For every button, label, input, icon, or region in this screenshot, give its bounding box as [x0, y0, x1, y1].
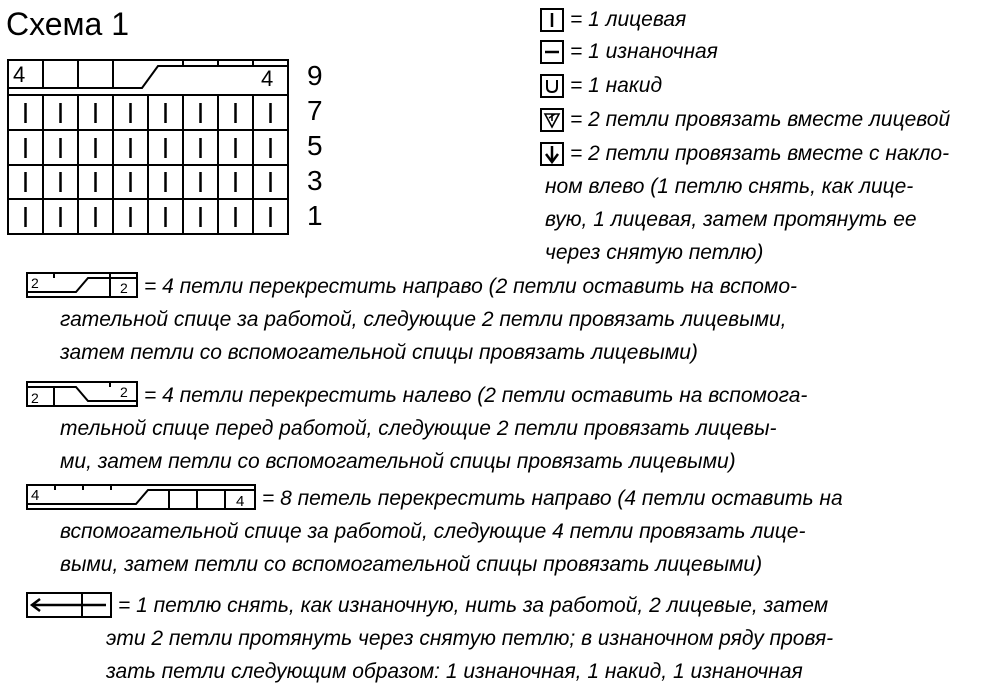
cable-count-left: 4 — [13, 62, 26, 87]
cross-right-4-count-left: 2 — [31, 275, 39, 291]
legend-cross-right-8-line-1: = 8 петель перекрестить направо (4 петли оставить на — [262, 487, 843, 510]
legend-yarn-over — [570, 69, 662, 102]
legend-slip-pass — [106, 589, 834, 688]
cable-count-right: 4 — [261, 66, 274, 91]
legend-slip-pass-line-3: зать петли следующим образом: 1 изнаночная, 1 накид, 1 изнаночная — [106, 660, 803, 683]
cross-right-8-count-right: 4 — [236, 493, 245, 510]
legend-purl — [570, 35, 718, 68]
row-number-7: 7 — [307, 95, 323, 126]
cross-left-4-icon — [26, 381, 138, 407]
row-number-3: 3 — [307, 165, 323, 196]
legend-cross-right-8 — [60, 482, 843, 581]
slip-pass-icon — [26, 592, 112, 618]
scheme-title: Схема 1 — [6, 6, 130, 42]
legend-cross-right-8-line-3: выми, затем петли со вспомогательной спицы провязать лицевыми) — [60, 553, 763, 576]
knitting-chart — [0, 56, 300, 243]
legend-cross-right-4-line-2: гательной спице за работой, следующие 2 петли провязать лицевыми, — [60, 308, 787, 331]
yarn-over-icon — [540, 74, 564, 98]
knit-icon — [540, 8, 564, 32]
legend-cross-left-4-line-3: ми, затем петли со вспомогательной спицы провязать лицевыми) — [60, 450, 736, 473]
legend-slip-pass-line-2: эти 2 петли протянуть через снятую петлю; в изнаночном ряду провя- — [106, 627, 834, 650]
legend-slip-pass-line-1: = 1 петлю снять, как изнаночную, нить за работой, 2 лицевые, затем — [118, 594, 829, 617]
row-number-5: 5 — [307, 130, 323, 161]
legend-skp-line-4: через снятую петлю) — [545, 241, 764, 264]
chart-grid — [8, 60, 288, 234]
legend-skp-line-3: вую, 1 лицевая, затем протянуть ее — [545, 208, 917, 231]
legend-k2tog — [570, 103, 950, 136]
row-number-9: 9 — [307, 60, 323, 91]
legend-cross-left-4 — [60, 379, 808, 478]
legend-cross-right-4-line-3: затем петли со вспомогательной спицы провязать лицевыми) — [60, 341, 698, 364]
cross-left-4-count-right: 2 — [120, 384, 128, 400]
cross-right-8-icon — [26, 484, 256, 510]
purl-icon — [540, 40, 564, 64]
legend-cross-left-4-line-1: = 4 петли перекрестить налево (2 петли оставить на вспомога- — [144, 384, 808, 407]
legend-yarn-over-text: = 1 накид — [570, 74, 663, 97]
row-number-1: 1 — [307, 200, 323, 231]
cross-right-4-icon — [26, 272, 138, 298]
skp-icon — [540, 142, 564, 166]
legend-cross-right-4-line-1: = 4 петли перекрестить направо (2 петли оставить на вспомо- — [144, 275, 797, 298]
legend-purl-text: = 1 изнаночная — [570, 40, 718, 63]
legend-cross-right-8-line-2: вспомогательной спице за работой, следующие 4 петли провязать лице- — [60, 520, 806, 543]
legend-cross-left-4-line-2: тельной спице перед работой, следующие 2 петли провязать лицевы- — [60, 417, 777, 440]
legend-cross-right-4 — [60, 270, 797, 369]
cross-right-8-count-left: 4 — [31, 487, 40, 504]
legend-knit-text: = 1 лицевая — [570, 8, 687, 31]
cable-cross-line — [8, 66, 288, 88]
legend-skp-line-1: = 2 петли провязать вместе с накло- — [570, 142, 950, 165]
legend-skp-line-2: ном влево (1 петлю снять, как лице- — [545, 175, 914, 198]
cross-right-4-count-right: 2 — [120, 280, 128, 296]
cross-left-4-count-left: 2 — [31, 390, 39, 406]
legend-k2tog-text: = 2 петли провязать вместе лицевой — [570, 108, 951, 131]
legend-knit — [570, 3, 686, 36]
legend-skp — [545, 137, 950, 269]
k2tog-icon — [540, 108, 564, 132]
